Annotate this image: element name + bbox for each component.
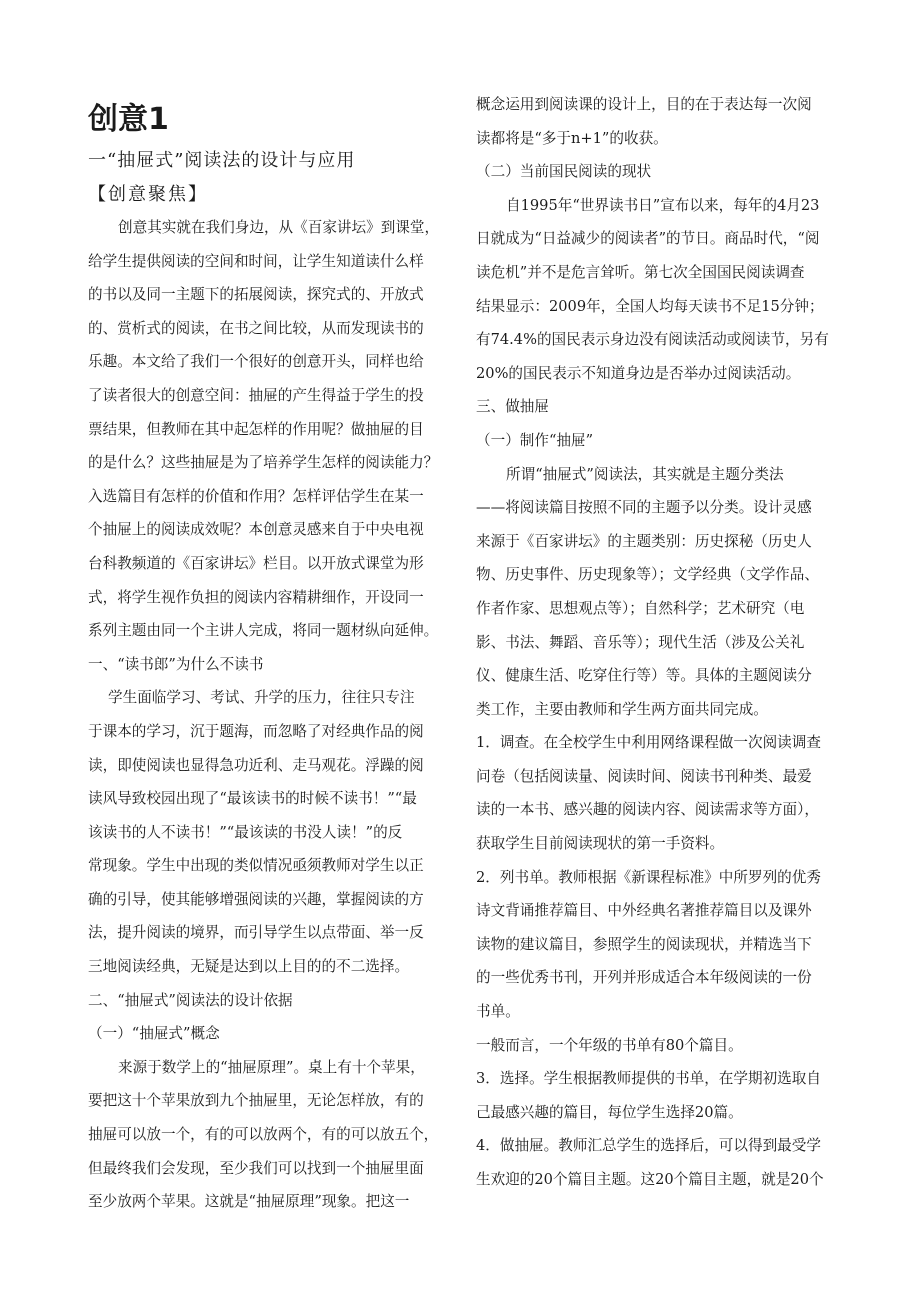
list-item: 4．做抽屉。教师汇总学生的选择后，可以得到最受学 [476,1137,821,1155]
paragraph-line: 的一些优秀书刊，开列并形成适合本年级阅读的一份 [476,969,812,987]
paragraph-line: 读，即使阅读也显得急功近利、走马观花。浮躁的阅 [88,756,424,774]
paragraph-line: 一般而言，一个年级的书单有80个篇目。 [476,1036,743,1054]
paragraph-line: 书单。 [476,1003,520,1021]
heading-line: 一、“读书郎”为什么不读书 [88,655,264,673]
paragraph-line: ——将阅读篇目按照不同的主题予以分类。设计灵感 [476,499,812,517]
paragraph-line: 作者作家、思想观点等）；自然科学；艺术研究（电 [476,599,805,617]
paragraph-line: 读的一本书、感兴趣的阅读内容、阅读需求等方面）， [476,801,819,819]
paragraph-line: 获取学生目前阅读现状的第一手资料。 [476,835,725,853]
paragraph-line: 式，将学生视作负担的阅读内容精耕细作，开设同一 [88,588,424,606]
heading-line: （一）“抽屉式”概念 [88,1025,220,1043]
paragraph-line: 至少放两个苹果。这就是“抽屉原理”现象。把这一 [88,1193,410,1211]
paragraph-line: 读风导致校园出现了“最该读书的时候不读书！”“最 [88,790,417,808]
section-heading: 【创意聚焦】 [88,184,208,205]
heading-line: （二）当前国民阅读的现状 [476,163,652,181]
paragraph-line: 读物的建议篇目，参照学生的阅读现状，并精选当下 [476,935,812,953]
paragraph-line: 读危机”并不是危言耸听。第七次全国国民阅读调查 [476,263,805,281]
paragraph-line: 来源于数学上的“抽屉原理”。桌上有十个苹果， [118,1058,425,1076]
paragraph-line: 学生面临学习、考试、升学的压力，往往只专注 [108,689,415,707]
paragraph-line: 诗文背诵推荐篇目、中外经典名著推荐篇目以及课外 [476,902,812,920]
paragraph-line: 所谓“抽屉式”阅读法，其实就是主题分类法 [506,465,784,483]
paragraph-line: 结果显示：2009年，全国人均每天读书不足15分钟； [476,297,824,315]
paragraph-line: 入选篇目有怎样的价值和作用？怎样评估学生在某一 [88,487,424,505]
paragraph-line: 20%的国民表示不知道身边是否举办过阅读活动。 [476,364,801,382]
paragraph-line: 类工作，主要由教师和学生两方面共同完成。 [476,700,768,718]
paragraph-line: 仪、健康生活、吃穿住行等）等。具体的主题阅读分 [476,667,812,685]
paragraph-line: 创意其实就在我们身边，从《百家讲坛》到课堂， [118,219,440,236]
paragraph-line: 抽屉可以放一个，有的可以放两个，有的可以放五个， [88,1126,439,1144]
list-item: 3．选择。学生根据教师提供的书单，在学期初选取自 [476,1070,821,1088]
paragraph-line: 三地阅读经典，无疑是达到以上目的的不二选择。 [88,958,410,976]
paragraph-line: 的、赏析式的阅读，在书之间比较，从而发现读书的 [88,319,424,337]
left-body [88,211,439,1219]
paragraph-line: 台科教频道的《百家讲坛》栏目。以开放式课堂为形 [88,554,424,572]
paragraph-line: 的是什么？这些抽屉是为了培养学生怎样的阅读能力？ [88,454,439,472]
paragraph-line: 物、历史事件、历史现象等）；文学经典（文学作品、 [476,566,819,584]
paragraph-line: 个抽屉上的阅读成效呢？本创意灵感来自于中央电视 [88,521,424,539]
paragraph-line: 来源于《百家讲坛》的主题类别：历史探秘（历史人 [476,532,812,550]
paragraph-line: 日就成为“日益减少的阅读者”的节日。商品时代，“阅 [476,230,820,248]
paragraph-line: 自1995年“世界读书日”宣布以来，每年的4月23 [506,196,820,214]
paragraph-line: 系列主题由同一个主讲人完成，将同一题材纵向延伸。 [88,622,439,640]
paragraph-line: 给学生提供阅读的空间和时间，让学生知道读什么样 [88,252,424,270]
paragraph-line: 读都将是“多于n+1”的收获。 [476,129,668,147]
paragraph-line: 乐趣。本文给了我们一个很好的创意开头，同样也给 [88,353,424,371]
heading-line: 三、做抽屉 [476,398,549,416]
paragraph-line: 有74.4%的国民表示身边没有阅读活动或阅读节，另有 [476,331,829,349]
paragraph-line: 的书以及同一主题下的拓展阅读，探究式的、开放式 [88,286,424,304]
paragraph-line: 票结果，但教师在其中起怎样的作用呢？做抽屉的目 [88,420,424,438]
list-item: 2．列书单。教师根据《新课程标准》中所罗列的优秀 [476,868,821,886]
paragraph-line: 己最感兴趣的篇目，每位学生选择20篇。 [476,1103,743,1121]
list-item: 1．调查。在全校学生中利用网络课程做一次阅读调查 [476,734,821,752]
paragraph-line: 要把这十个苹果放到九个抽屉里，无论怎样放，有的 [88,1092,424,1110]
right-body [476,88,829,1197]
paragraph-line: 但最终我们会发现，至少我们可以找到一个抽屉里面 [88,1159,424,1177]
paragraph-line: 确的引导，使其能够增强阅读的兴趣，掌握阅读的方 [88,890,424,908]
paragraph-line: 法，提升阅读的境界，而引导学生以点带面、举一反 [88,924,424,942]
paragraph-line: 该读书的人不读书！”“最该读的书没人读！”的反 [88,823,403,841]
page-title: 创意1 [88,102,169,137]
heading-line: （一）制作“抽屉” [476,431,594,449]
paragraph-line: 问卷（包括阅读量、阅读时间、阅读书刊种类、最爱 [476,767,812,785]
paragraph-line: 了读者很大的创意空间：抽屉的产生得益于学生的投 [88,386,424,404]
paragraph-line: 影、书法、舞蹈、音乐等）；现代生活（涉及公关礼 [476,633,805,651]
paragraph-line: 生欢迎的20个篇目主题。这20个篇目主题，就是20个 [476,1171,824,1188]
paragraph-line: 常现象。学生中出现的类似情况亟须教师对学生以正 [88,857,424,875]
paragraph-line: 于课本的学习，沉于题海，而忽略了对经典作品的阅 [88,722,424,740]
heading-line: 二、“抽屉式”阅读法的设计依据 [88,991,293,1009]
paragraph-line: 概念运用到阅读课的设计上，目的在于表达每一次阅 [476,96,812,113]
article-subtitle: 一“抽屉式”阅读法的设计与应用 [88,150,356,171]
